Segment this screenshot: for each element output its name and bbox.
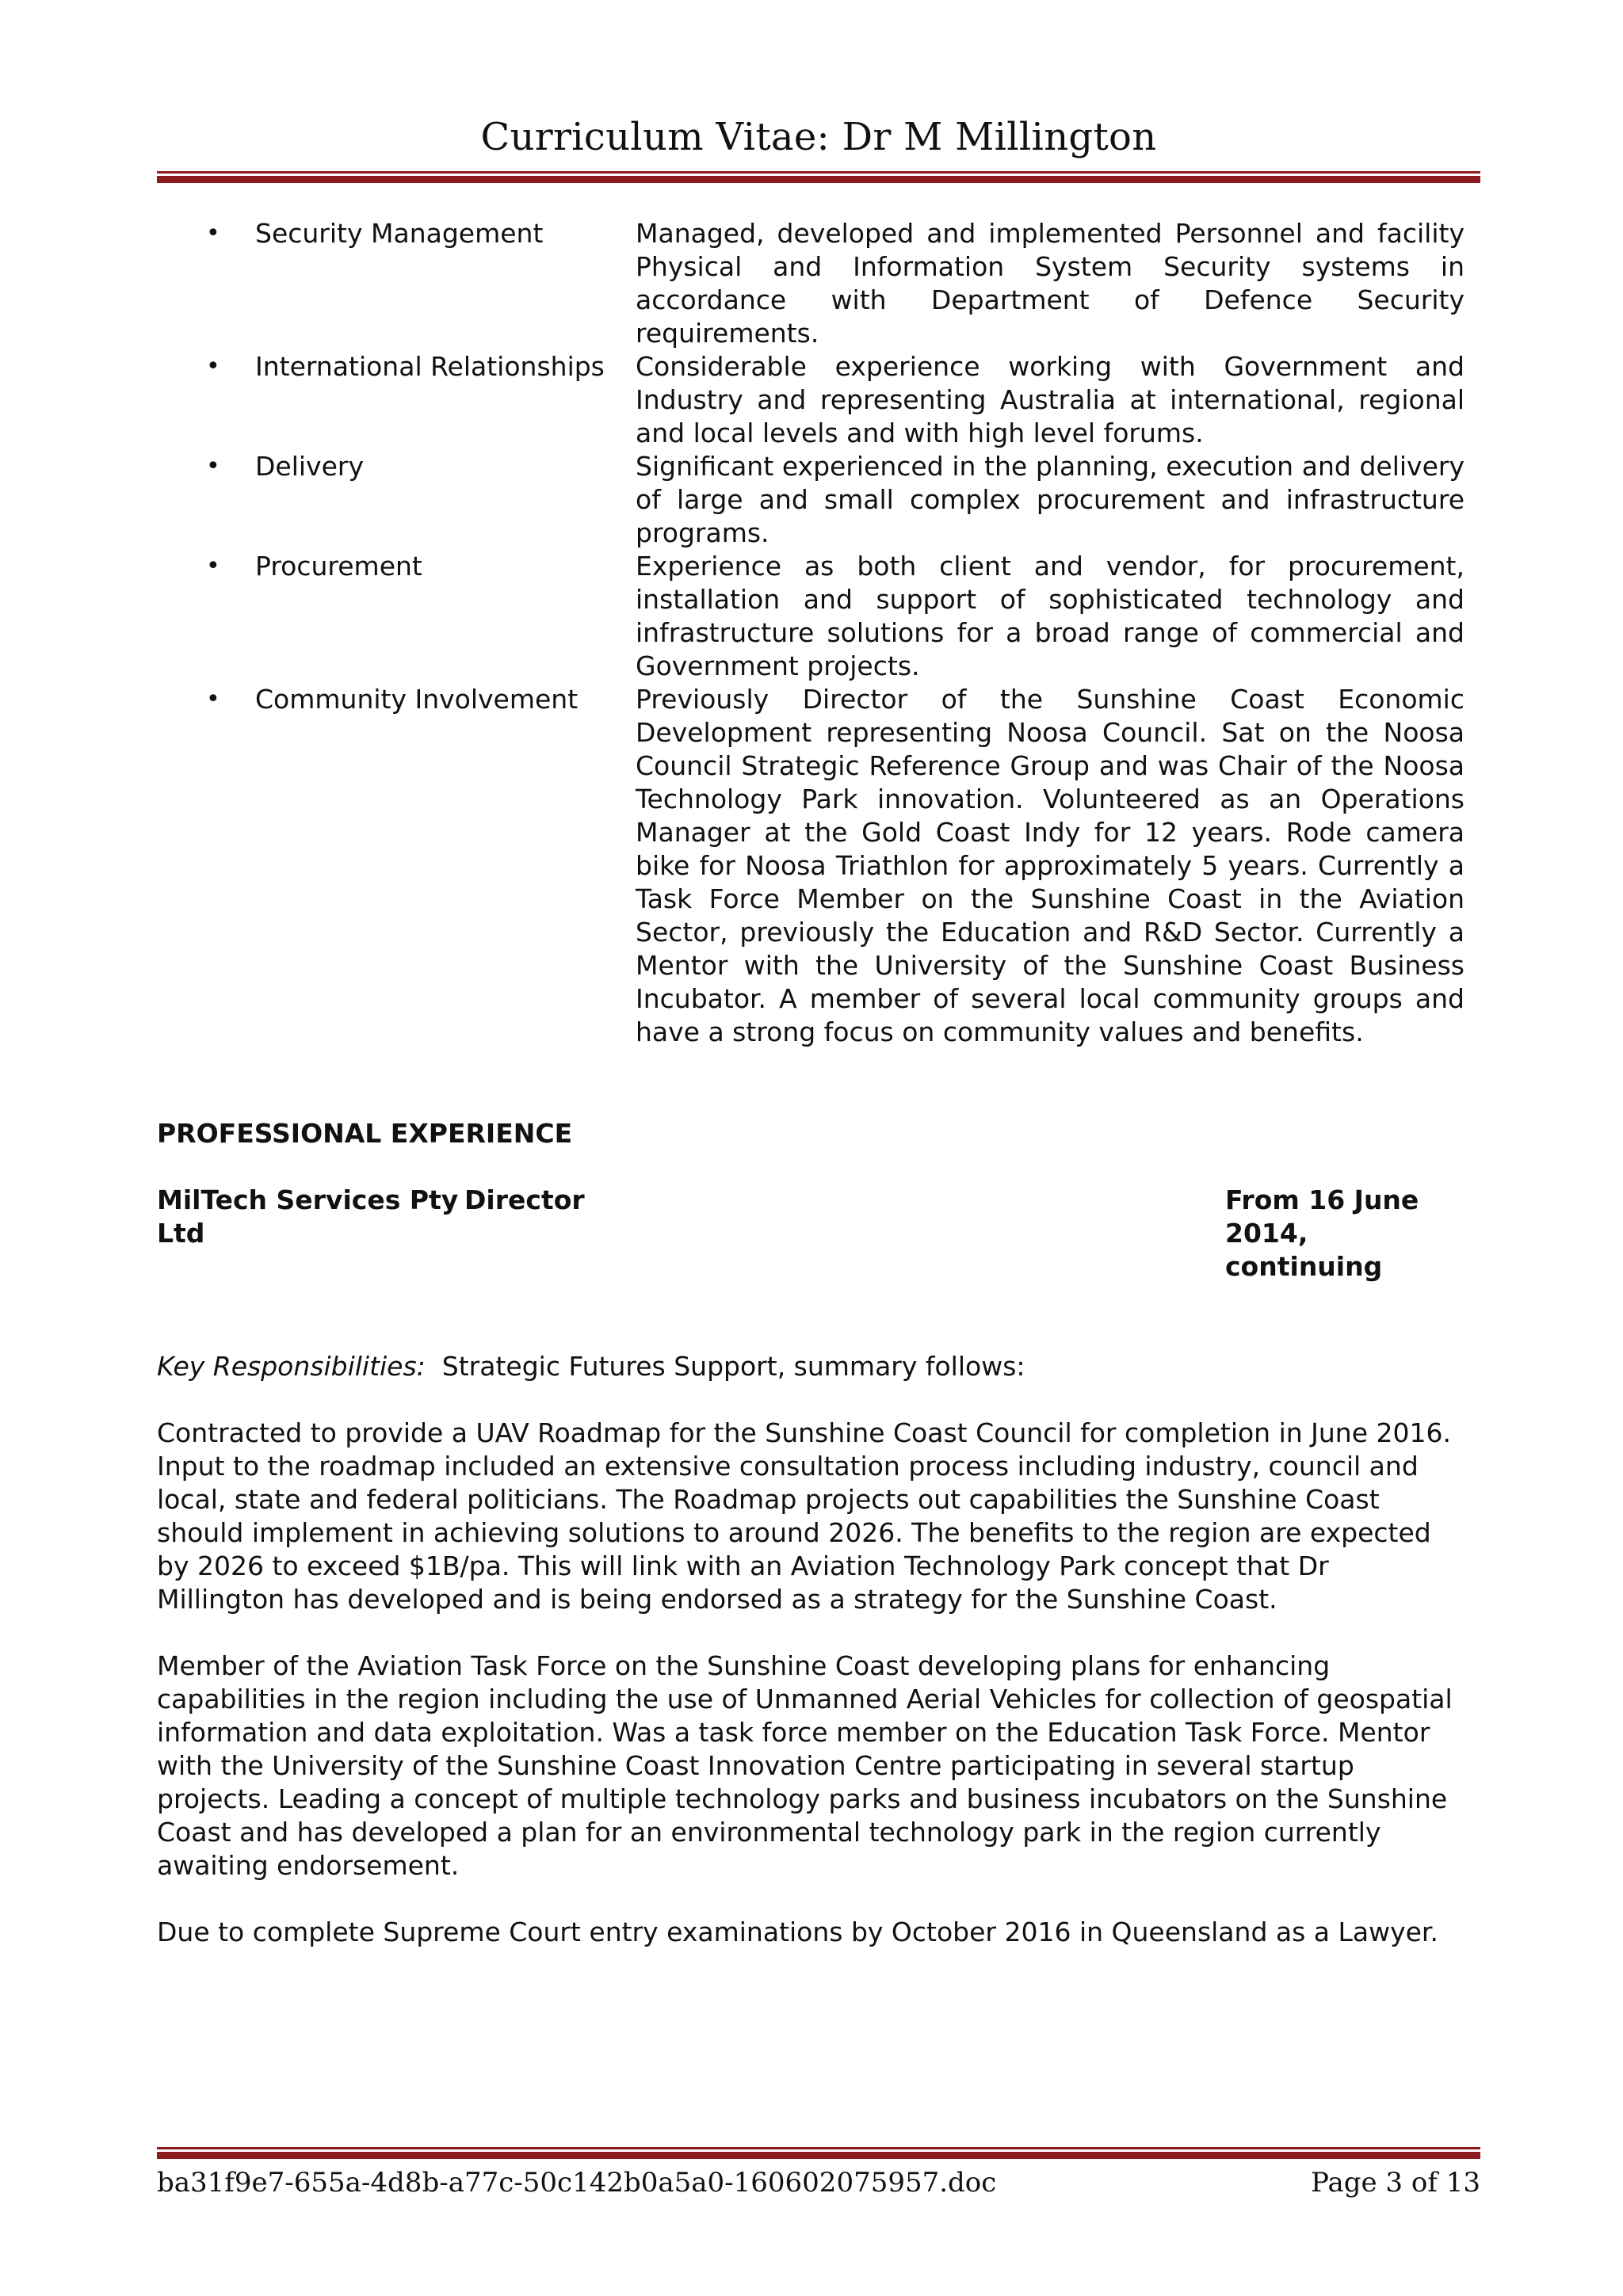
page-footer <box>157 2164 1480 2201</box>
section-title-professional-experience: PROFESSIONAL EXPERIENCE <box>157 1118 573 1149</box>
page-header-title: Curriculum Vitae: Dr M Millington <box>480 115 1157 159</box>
skill-name: Procurement <box>255 551 422 582</box>
experience-paragraph: Contracted to provide a UAV Roadmap for the Sunshine Coast Council for completion in June 2016. Input to the roadmap included an extensive consultation process including industry, council and local, state and federal politicians. The Roadmap projects out capabilities the Sunshine Coast should implement in achieving solutions to around 2026. The benefits to the region are expected by 2026 to exceed $1B/pa. This will link with an Aviation Technology Park concept that Dr Millington has developed and is being endorsed as a strategy for the Sunshine Coast. <box>157 1417 1451 1615</box>
responsibilities-text: Strategic Futures Support, summary follows: <box>441 1351 1025 1382</box>
job-role: Director <box>464 1184 585 1215</box>
skill-item <box>157 450 1465 550</box>
footer-divider <box>157 2147 1480 2159</box>
skill-name: Community Involvement <box>255 684 579 715</box>
experience-paragraph: Due to complete Supreme Court entry examinations by October 2016 in Queensland as a Lawyer. <box>157 1917 1438 1947</box>
footer-page-number: Page 3 of 13 <box>1311 2167 1480 2199</box>
key-responsibilities <box>157 1350 1465 1383</box>
skill-description: Significant experienced in the planning, execution and delivery of large and small complex procurement and infrastructure programs. <box>636 451 1465 548</box>
bullet-icon: • <box>206 552 220 580</box>
header-divider <box>157 171 1480 183</box>
job-dates: From 16 June 2014, continuing <box>1225 1184 1419 1282</box>
skill-description: Managed, developed and implemented Personnel and facility Physical and Information System Security systems in accordance with Department of Defence Security requirements. <box>636 218 1465 349</box>
bullet-icon: • <box>206 685 220 713</box>
responsibilities-label: Key Responsibilities: <box>157 1351 426 1382</box>
skill-item <box>157 550 1465 683</box>
skill-description: Experience as both client and vendor, for procurement, installation and support of sophisticated technology and infrastructure solutions for a broad range of commercial and Government projects. <box>636 551 1465 681</box>
skill-description: Considerable experience working with Government and Industry and representing Australia at international, regional and local levels and with high level forums. <box>636 351 1465 448</box>
skill-description: Previously Director of the Sunshine Coast Economic Development representing Noosa Council. Sat on the Noosa Council Strategic Reference Group and was Chair of the Noosa Technology Park innovation. Volunteered as an Operations Manager at the Gold Coast Indy for 12 years. Rode camera bike for Noosa Triathlon for approximately 5 years. Currently a Task Force Member on the Sunshine Coast in the Aviation Sector, previously the Education and R&D Sector. Currently a Mentor with the University of the Sunshine Coast Business Incubator. A member of several local community groups and have a strong focus on community values and benefits. <box>636 684 1465 1047</box>
bullet-icon: • <box>206 452 220 480</box>
page-content <box>157 217 1465 1949</box>
bullet-icon: • <box>206 219 220 247</box>
skill-name: Security Management <box>255 218 544 249</box>
experience-paragraph: Member of the Aviation Task Force on the Sunshine Coast developing plans for enhancing capabilities in the region including the use of Unmanned Aerial Vehicles for collection of geospatial information and data exploitation. Was a task force member on the Education Task Force. Mentor with the University of the Sunshine Coast Innovation Centre participating in several startup projects. Leading a concept of multiple technology parks and business incubators on the Sunshine Coast and has developed a plan for an environmental technology park in the region currently awaiting endorsement. <box>157 1650 1453 1881</box>
skill-name: Delivery <box>255 451 364 482</box>
skill-item <box>157 350 1465 450</box>
bullet-icon: • <box>206 353 220 380</box>
skill-name: International Relationships <box>255 351 605 382</box>
footer-filename: ba31f9e7-655a-4d8b-a77c-50c142b0a5a0-160602075957.doc <box>157 2167 997 2199</box>
skill-item <box>157 217 1465 350</box>
skills-list <box>157 217 1465 1049</box>
job-company: MilTech Services Pty Ltd <box>157 1184 459 1249</box>
skill-item <box>157 683 1465 1049</box>
job-header <box>157 1184 1465 1283</box>
